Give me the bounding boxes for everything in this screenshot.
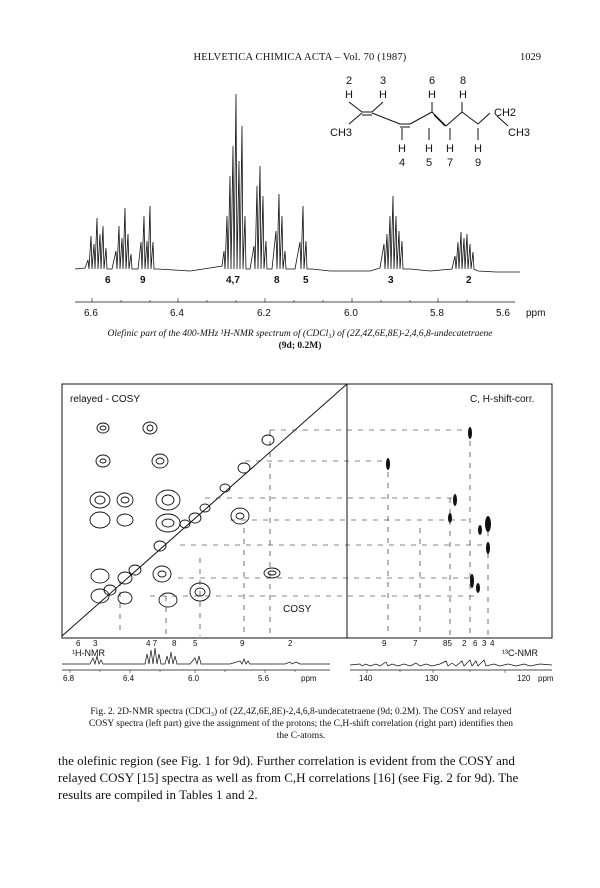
fig2-caption-line1: Fig. 2. 2D-NMR spectra (CDCl₃) of (2Z,4Z,6E,8E)-2,4,6,8-undecatetraene (9d; 0.2M). The COSY and relayed <box>90 707 512 717</box>
c-peak-85: 85 <box>443 639 452 648</box>
atom-number-7: 7 <box>447 157 454 169</box>
hydrogen-5: H <box>425 143 433 155</box>
bond-lines <box>349 102 508 140</box>
peak-label-2: 2 <box>466 275 472 286</box>
figure-2 <box>0 378 600 690</box>
h-peak-6: 6 <box>76 639 81 648</box>
c-axis-unit: ppm <box>538 674 554 683</box>
hydrogen-4: H <box>398 143 406 155</box>
peak-label-5: 5 <box>303 275 309 286</box>
c-tick-120: 120 <box>517 674 531 683</box>
axis-unit: ppm <box>526 308 546 319</box>
h-tick-6.4: 6.4 <box>123 674 135 683</box>
c-peak-9: 9 <box>382 639 387 648</box>
c-peak-7: 7 <box>413 639 418 648</box>
tick-6.4: 6.4 <box>170 308 184 319</box>
h-tick-6.0: 6.0 <box>188 674 200 683</box>
tick-6.2: 6.2 <box>257 308 271 319</box>
body-line1: the olefinic region (see Fig. 1 for 9d). Further correlation is evident from the COSY and <box>58 753 515 768</box>
cosy-label: COSY <box>283 604 312 615</box>
h-axis-unit: ppm <box>301 674 317 683</box>
fig2-caption-line3: the C-atoms. <box>276 731 326 741</box>
figure-1-caption <box>40 328 560 352</box>
c-tick-140: 140 <box>359 674 373 683</box>
c-peak-4: 4 <box>490 639 495 648</box>
fig2-caption-line2: COSY spectra (left part) give the assignment of the protons; the C,H-shift correlation (right part) identifies then <box>88 719 514 729</box>
h-peak-3: 3 <box>93 639 98 648</box>
atom-number-2: 2 <box>346 75 353 87</box>
h-tick-6.8: 6.8 <box>63 674 75 683</box>
methylene: CH2 <box>494 107 517 119</box>
hydrogen-2: H <box>345 89 353 101</box>
fig1-peak-labels <box>105 275 472 286</box>
body-line2: relayed COSY [15] spectra as well as from C,H correlations [16] (see Fig. 2 for 9d). The <box>58 770 519 785</box>
ch-shift-corr-label: C, H-shift-corr. <box>470 394 535 405</box>
peak-label-9: 9 <box>140 275 146 286</box>
h-tick-5.6: 5.6 <box>258 674 270 683</box>
atom-number-9: 9 <box>475 157 482 169</box>
tick-5.8: 5.8 <box>430 308 444 319</box>
peak-label-8: 8 <box>274 275 280 286</box>
atom-number-3: 3 <box>380 75 387 87</box>
peak-label-4-7: 4,7 <box>226 275 240 286</box>
tick-6.6: 6.6 <box>84 308 98 319</box>
hydrogen-3: H <box>379 89 387 101</box>
hydrogen-6: H <box>428 89 436 101</box>
c-nmr-projection <box>350 660 552 666</box>
body-paragraph <box>58 752 544 803</box>
body-line3: results are compiled in Tables 1 and 2. <box>58 787 258 802</box>
c-peak-2: 2 <box>462 639 467 648</box>
methyl-right: CH3 <box>508 127 531 139</box>
h-peak-2: 2 <box>288 639 293 648</box>
figure-2-caption <box>58 706 544 742</box>
molecule-structure <box>330 75 530 169</box>
journal-title: HELVETICA CHIMICA ACTA – Vol. 70 (1987) <box>193 52 407 63</box>
plot-frame <box>62 384 552 638</box>
fig1-caption-line1: Olefinic part of the 400-MHz ¹H-NMR spectrum of (CDCl₃) of (2Z,4Z,6E,8E)-2,4,6,8-undecatetraene <box>107 329 493 339</box>
fig2-axes <box>62 670 554 683</box>
h-peak-5: 5 <box>193 639 198 648</box>
peak-label-3: 3 <box>388 275 394 286</box>
nmr-1d-trace <box>75 94 520 272</box>
h-peak-8: 8 <box>172 639 177 648</box>
atom-number-5: 5 <box>426 157 433 169</box>
peak-label-6: 6 <box>105 275 111 286</box>
atom-number-4: 4 <box>399 157 406 169</box>
page-number: 1029 <box>520 52 541 63</box>
h-peak-4-7: 4 7 <box>146 639 158 648</box>
atom-number-8: 8 <box>460 75 467 87</box>
atom-number-6: 6 <box>429 75 436 87</box>
fig1-caption-line2: (9d; 0.2M) <box>278 341 322 351</box>
h-peak-9: 9 <box>240 639 245 648</box>
c-peak-6: 6 <box>473 639 478 648</box>
cross-peaks <box>90 422 280 607</box>
fig1-ppm-axis <box>75 298 545 319</box>
h-nmr-label: ¹H-NMR <box>72 648 105 658</box>
tick-6.0: 6.0 <box>344 308 358 319</box>
c-peak-3: 3 <box>482 639 487 648</box>
relayed-cosy-label: relayed - COSY <box>70 394 141 405</box>
tick-5.6: 5.6 <box>496 308 510 319</box>
diagonal <box>62 384 347 636</box>
hydrogen-9: H <box>474 143 482 155</box>
c-tick-130: 130 <box>425 674 439 683</box>
hydrogen-8: H <box>459 89 467 101</box>
hydrogen-7: H <box>446 143 454 155</box>
figure-1 <box>0 66 600 322</box>
methyl-left: CH3 <box>330 127 353 139</box>
c-nmr-label: ¹³C-NMR <box>502 648 538 658</box>
ch-correlation-peaks <box>386 427 491 593</box>
